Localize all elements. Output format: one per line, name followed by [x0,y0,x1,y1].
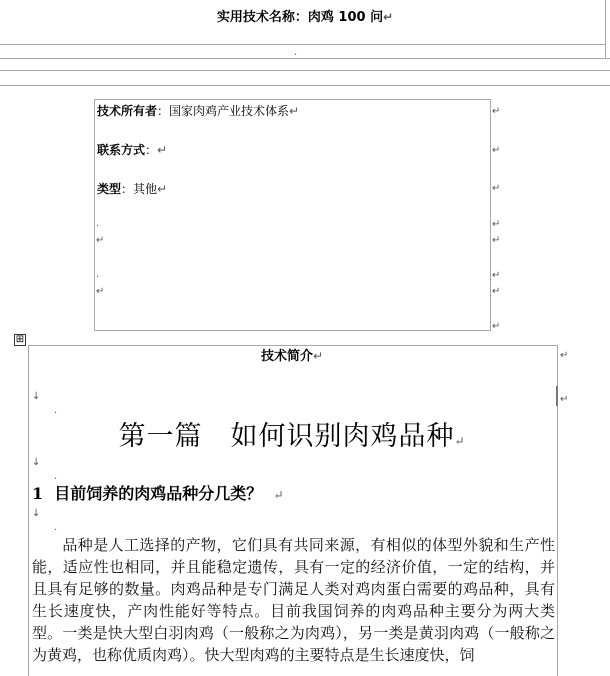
document-title [0,6,610,25]
part-title-mark: ↵ [454,434,466,448]
part-title-text: 第一篇 如何识别肉鸡品种 [118,421,455,452]
part-title [28,420,556,454]
header-line-2 [0,58,610,59]
type-row [97,182,167,196]
cell-end-mark: . [294,47,298,58]
text-cursor [556,386,558,406]
title-value: 肉鸡 100 问 [307,10,384,25]
table-row-end-mark-2: ↵ [560,394,569,405]
header-line-3 [0,70,610,71]
down-arrow-3: ↓ [32,508,41,519]
empty-dot-2: . [96,269,100,280]
paragraph-mark: ↵ [383,10,394,24]
empty-return-2: ↵ [96,286,105,297]
type-label: 类型 [97,182,122,196]
type-return-mark: ↵ [157,182,168,196]
dot-3: . [54,522,58,533]
question-heading [32,483,284,505]
dot-2: . [54,471,58,482]
owner-label: 技术所有者 [97,104,158,118]
header-line-4 [0,85,610,86]
down-arrow-2: ↓ [32,457,41,468]
body-paragraph [32,534,555,666]
table-move-handle-icon[interactable]: ⊞ [15,334,25,345]
owner-sep: ： [157,104,170,118]
owner-return-mark: ↵ [289,104,300,118]
header-cell-border-right [605,0,606,58]
dot-1: . [54,405,58,416]
contact-return-mark: ↵ [157,143,168,157]
row-end-mark-7: ↵ [492,286,501,297]
question-mark: ↵ [273,488,284,502]
contact-row [97,143,167,157]
row-end-mark-4: ↵ [492,219,501,230]
owner-row [97,104,299,118]
section-title-text: 技术简介 [260,349,313,364]
row-end-mark-8: ↵ [492,321,501,332]
body-paragraph-text: 品种是人工选择的产物，它们具有共同来源，有相似的体型外貌和生产性能，适应性也相同，并且能稳定遗传，具有一定的经济价值，一定的结构，并且具有足够的数量。肉鸡品种是专门满足人类对鸡肉蛋白需要的鸡品种，具有生长速度快，产肉性能好等特点。目前我国饲养的肉鸡品种主要分为两大类型。一类是快大型白羽肉鸡（一般称之为肉鸡），另一类是黄羽肉鸡（一般称之为黄鸡，也称优质肉鸡）。快大型肉鸡的主要特点是生长速度快，饲 [32,536,555,664]
row-end-mark-5: ↵ [492,235,501,246]
down-arrow-1: ↓ [32,391,41,402]
contact-sep: ： [145,143,158,157]
owner-value: 国家肉鸡产业技术体系 [169,104,290,118]
row-end-mark-3: ↵ [492,183,501,194]
section-title-mark: ↵ [312,349,324,363]
question-number: 1 [32,484,44,503]
title-label: 实用技术名称： [216,10,308,25]
header-line-1 [0,44,606,45]
empty-return-1: ↵ [96,235,105,246]
row-end-mark-2: ↵ [492,145,501,156]
table-row-end-mark: ↵ [560,350,569,361]
type-sep: ： [121,182,134,196]
row-end-mark-6: ↵ [492,270,501,281]
row-end-mark-1: ↵ [492,106,501,117]
empty-dot-1: . [96,218,100,229]
info-table [94,99,491,331]
contact-label: 联系方式 [97,143,146,157]
type-value: 其他 [133,182,158,196]
section-title [28,349,556,365]
question-text: 目前饲养的肉鸡品种分几类？ [54,484,263,503]
